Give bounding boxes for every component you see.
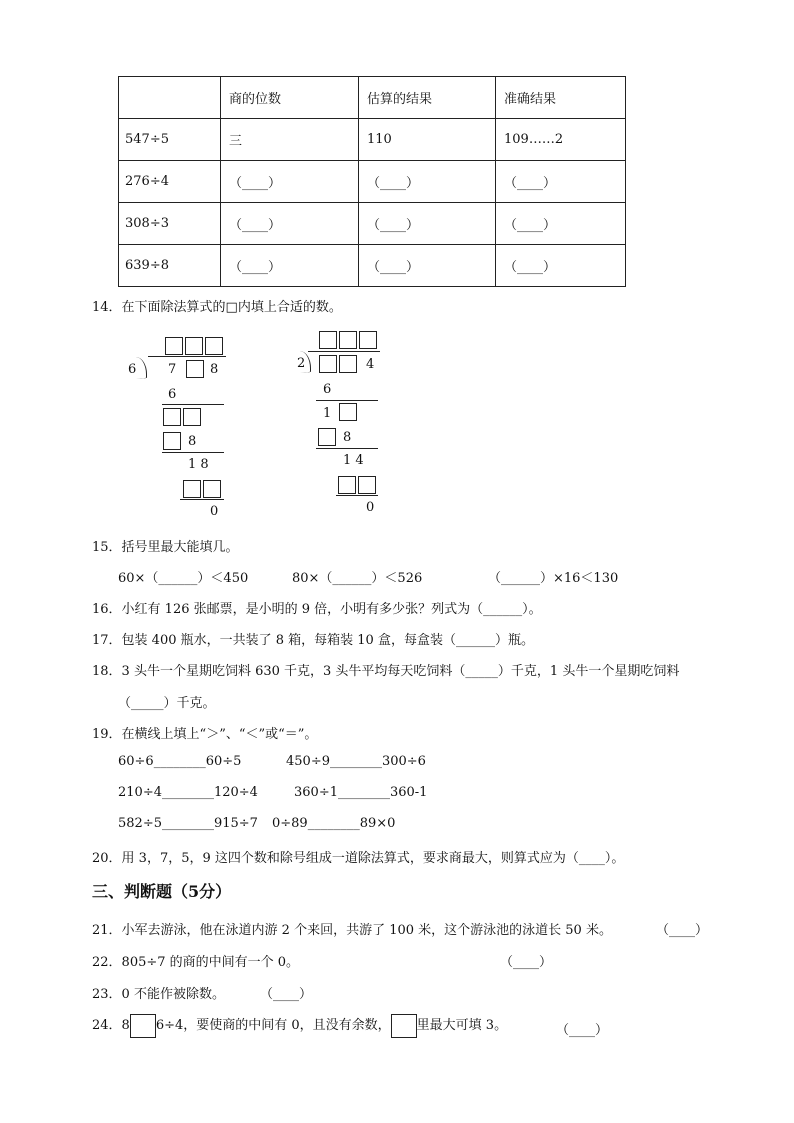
step-digit: 1 4 xyxy=(343,453,364,468)
q24-prefix: 24．8 xyxy=(92,1018,130,1033)
step-digit: 1 xyxy=(323,406,332,421)
division-line xyxy=(316,400,378,401)
division-bar xyxy=(148,356,226,357)
division-bar xyxy=(308,351,380,352)
compare-item[interactable]: 360÷1________360-1 xyxy=(294,785,428,800)
answer-blank[interactable]: （____） xyxy=(496,245,626,287)
question-18-line1: 18．3 头牛一个星期吃饲料 630 千克，3 头牛平均每天吃饲料（_____）千克，1 头牛一个星期吃饲料 xyxy=(92,664,680,679)
division-line xyxy=(162,404,224,405)
q15-item[interactable]: 60×（______）＜450 xyxy=(118,571,249,586)
answer-blank[interactable]: （____） xyxy=(496,203,626,245)
table-header-row xyxy=(119,77,626,119)
digit-box[interactable] xyxy=(186,360,204,378)
division-line xyxy=(180,499,224,500)
answer-blank[interactable]: （____） xyxy=(496,161,626,203)
section-title: 三、判断题（5分） xyxy=(92,882,232,901)
digit-box[interactable] xyxy=(339,331,357,349)
table-row xyxy=(119,119,626,161)
digit-box[interactable] xyxy=(183,480,201,498)
q24-middle: 6÷4，要使商的中间有 0，且没有余数， xyxy=(155,1018,391,1033)
judge-blank[interactable]: （____） xyxy=(500,955,553,970)
division-bracket xyxy=(300,351,311,373)
step-digit: 8 xyxy=(343,430,352,445)
compare-item[interactable]: 450÷9________300÷6 xyxy=(286,754,426,769)
digit-box[interactable] xyxy=(359,331,377,349)
division-line xyxy=(336,495,378,496)
estimation-table xyxy=(118,76,626,287)
digit-box[interactable] xyxy=(185,337,203,355)
question-17: 17．包装 400 瓶水，一共装了 8 箱，每箱装 10 盒，每盒装（______）瓶。 xyxy=(92,633,534,648)
digit-box[interactable] xyxy=(203,480,221,498)
table-cell: 639÷8 xyxy=(119,245,221,287)
division-line xyxy=(316,448,378,449)
digit-box[interactable] xyxy=(339,355,357,373)
table-header-exact: 准确结果 xyxy=(496,77,626,119)
digit-box[interactable] xyxy=(319,331,337,349)
compare-item[interactable]: 210÷4________120÷4 xyxy=(118,785,258,800)
judge-blank[interactable]: （____） xyxy=(260,987,313,1002)
digit-box[interactable] xyxy=(338,476,356,494)
table-row xyxy=(119,203,626,245)
question-16: 16．小红有 126 张邮票，是小明的 9 倍，小明有多少张？列式为（______）。 xyxy=(92,602,542,617)
judge-blank[interactable]: （____） xyxy=(556,1023,609,1038)
divisor: 6 xyxy=(128,362,137,377)
question-23: 23．0 不能作被除数。 xyxy=(92,987,225,1002)
compare-item[interactable]: 582÷5________915÷7 xyxy=(118,816,258,831)
table-cell: 三 xyxy=(221,119,359,161)
digit-box[interactable] xyxy=(163,432,181,450)
step-digit: 6 xyxy=(323,382,332,397)
question-22: 22．805÷7 的商的中间有一个 0。 xyxy=(92,955,300,970)
digit-box[interactable] xyxy=(205,337,223,355)
division-line xyxy=(162,452,224,453)
q24-suffix: 里最大可填 3。 xyxy=(416,1018,508,1033)
step-digit: 1 8 xyxy=(188,457,209,472)
dividend-digit: 4 xyxy=(366,357,375,372)
q15-item[interactable]: 80×（______）＜526 xyxy=(292,571,423,586)
digit-box[interactable] xyxy=(163,408,181,426)
answer-blank[interactable]: （____） xyxy=(221,203,359,245)
question-15: 15．括号里最大能填几。 xyxy=(92,540,239,555)
table-cell: 110 xyxy=(359,119,496,161)
digit-box[interactable] xyxy=(318,428,336,446)
digit-box[interactable] xyxy=(339,403,357,421)
table-cell: 109……2 xyxy=(496,119,626,161)
question-19: 19．在横线上填上“＞”、“＜”或“＝”。 xyxy=(92,727,318,742)
step-digit: 6 xyxy=(168,387,177,402)
digit-box[interactable] xyxy=(183,408,201,426)
question-21: 21．小军去游泳，他在泳道内游 2 个来回，共游了 100 米，这个游泳池的泳道长 50 米。 xyxy=(92,923,612,938)
question-18-line2: （_____）千克。 xyxy=(118,696,216,711)
answer-blank[interactable]: （____） xyxy=(359,245,496,287)
table-cell xyxy=(119,77,221,119)
answer-blank[interactable]: （____） xyxy=(359,203,496,245)
answer-blank[interactable]: （____） xyxy=(359,161,496,203)
question-24 xyxy=(92,1013,507,1039)
q15-item[interactable]: （______）×16＜130 xyxy=(488,571,619,586)
judge-blank[interactable]: （____） xyxy=(656,923,709,938)
divisor: 2 xyxy=(297,356,306,371)
table-cell: 276÷4 xyxy=(119,161,221,203)
remainder: 0 xyxy=(366,500,375,515)
digit-box[interactable] xyxy=(130,1014,156,1038)
step-digit: 8 xyxy=(188,434,197,449)
table-row xyxy=(119,161,626,203)
digit-box[interactable] xyxy=(165,337,183,355)
compare-item[interactable]: 60÷6________60÷5 xyxy=(118,754,242,769)
table-cell: 547÷5 xyxy=(119,119,221,161)
table-header-estimate: 估算的结果 xyxy=(359,77,496,119)
question-20: 20．用 3，7，5，9 这四个数和除号组成一道除法算式，要求商最大，则算式应为（____）。 xyxy=(92,851,625,866)
table-row xyxy=(119,245,626,287)
division-bracket xyxy=(136,357,147,379)
digit-box[interactable] xyxy=(358,476,376,494)
digit-box[interactable] xyxy=(319,355,337,373)
question-14: 14．在下面除法算式的□内填上合适的数。 xyxy=(92,300,342,315)
remainder: 0 xyxy=(210,504,219,519)
table-header-digits: 商的位数 xyxy=(221,77,359,119)
table-cell: 308÷3 xyxy=(119,203,221,245)
dividend-digit: 7 xyxy=(168,362,177,377)
answer-blank[interactable]: （____） xyxy=(221,245,359,287)
answer-blank[interactable]: （____） xyxy=(221,161,359,203)
dividend-digit: 8 xyxy=(210,362,219,377)
digit-box[interactable] xyxy=(391,1014,417,1038)
compare-item[interactable]: 0÷89________89×0 xyxy=(272,816,396,831)
